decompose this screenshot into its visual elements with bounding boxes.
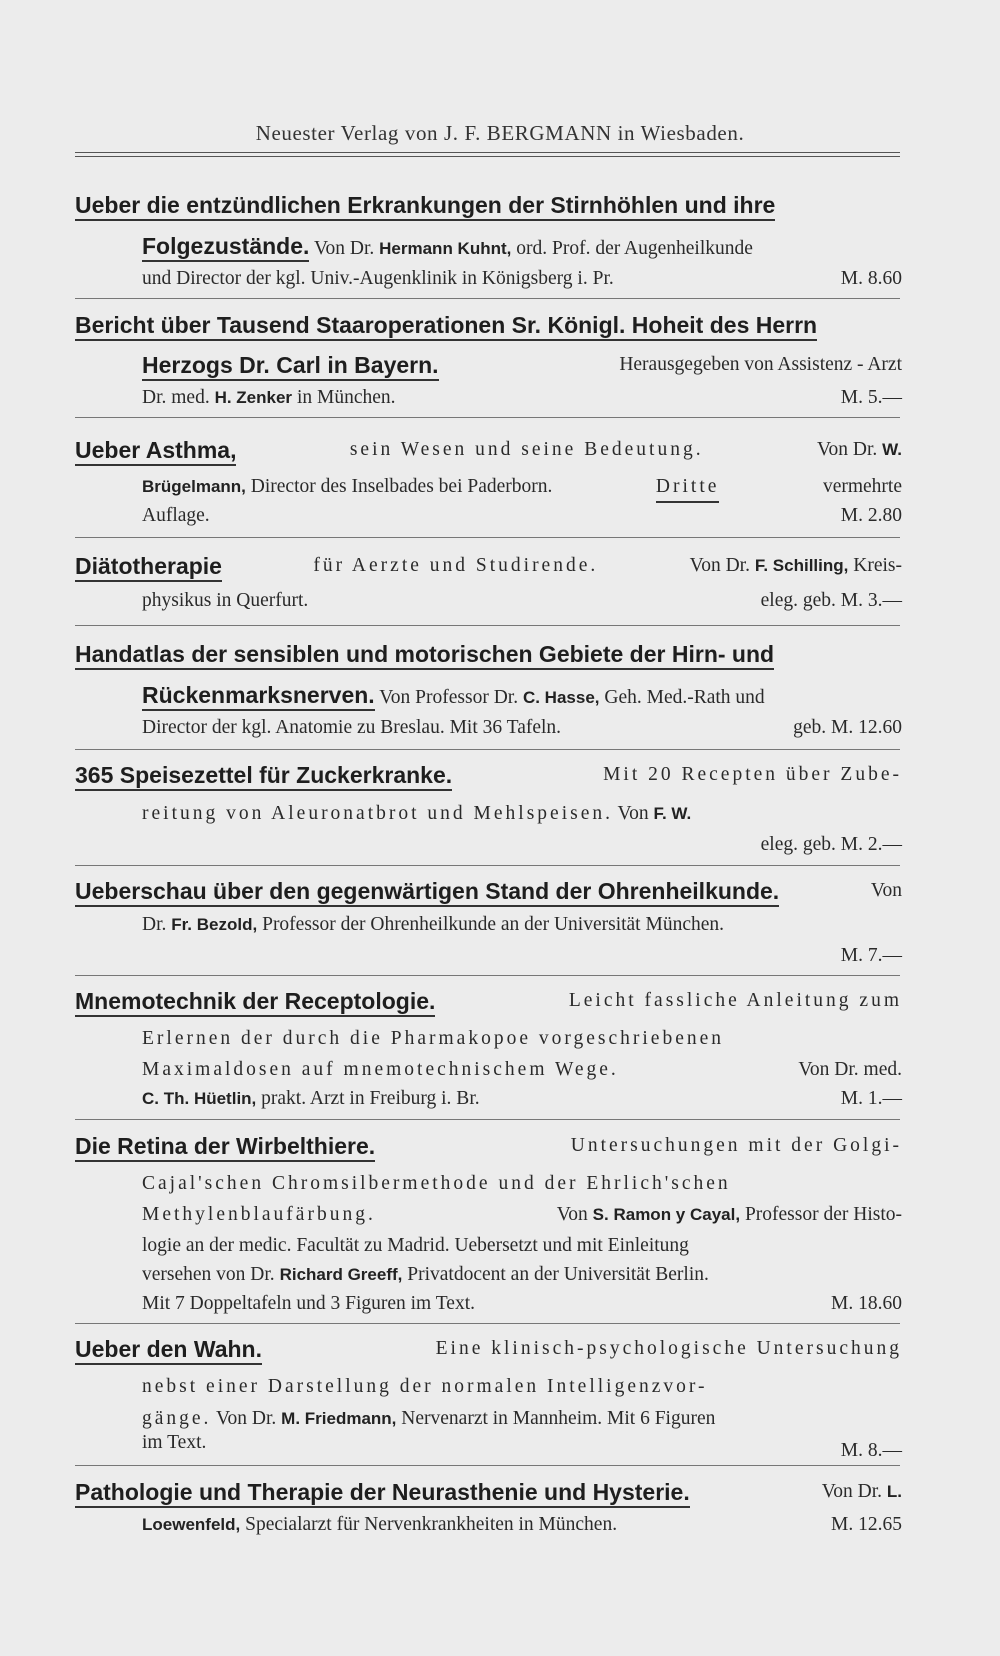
entry-9-price: M. 18.60	[831, 1293, 902, 1314]
entry-11-author: Loewenfeld,	[142, 1515, 241, 1534]
entry-1-price: M. 8.60	[840, 268, 902, 289]
entry-11-price: M. 12.65	[831, 1514, 902, 1535]
entry-6-title: 365 Speisezettel für Zuckerkranke.	[75, 762, 452, 791]
entry-2-title: Bericht über Tausend Staaroperationen Sr. Königl. Hoheit des Herrn	[75, 312, 817, 341]
entry-1-title: Ueber die entzündlichen Erkrankungen der Stirnhöhlen und ihre	[75, 192, 775, 221]
entry-2-author: H. Zenker	[214, 388, 293, 407]
entry-10-price: M. 8.—	[840, 1440, 902, 1461]
entry-8-title: Mnemotechnik der Receptologie.	[75, 988, 435, 1017]
entry-3-price: M. 2.80	[840, 505, 902, 526]
divider	[75, 298, 900, 299]
divider	[75, 625, 900, 626]
entry-3-author: Brügelmann,	[142, 477, 246, 496]
entry-9-title: Die Retina der Wirbelthiere.	[75, 1133, 375, 1162]
entry-5-title: Handatlas der sensiblen und motorischen Gebiete der Hirn- und	[75, 641, 774, 670]
entry-1-author: Hermann Kuhnt,	[379, 239, 512, 258]
page-header: Neuester Verlag von J. F. BERGMANN in Wiesbaden.	[255, 121, 745, 145]
entry-4-title: Diätotherapie	[75, 553, 222, 582]
entry-8-author: C. Th. Hüetlin,	[142, 1089, 257, 1108]
entry-8-price: M. 1.—	[840, 1088, 902, 1109]
divider	[75, 865, 900, 866]
divider	[75, 1465, 900, 1466]
entry-4-author: F. Schilling,	[754, 556, 849, 575]
entry-5-price: geb. M. 12.60	[793, 717, 902, 738]
entry-11-title: Pathologie und Therapie der Neurasthenie und Hysterie.	[75, 1479, 690, 1508]
entry-2-price: M. 5.—	[840, 387, 902, 408]
divider	[75, 1323, 900, 1324]
divider	[75, 975, 900, 976]
divider	[75, 537, 900, 538]
entry-10-title: Ueber den Wahn.	[75, 1336, 262, 1365]
catalog-page: Neuester Verlag von J. F. BERGMANN in Wiesbaden. Ueber die entzündlichen Erkrankungen der Stirnhöhlen und ihre Folgezustände. Von Dr. Hermann Kuhnt, ord. Prof. der Augenheilkunde und Director der kgl. Univ.-Augenklinik in Königsberg i. Pr. M. 8.60 Bericht über Tausend Staaroperationen Sr. Königl. Hoheit des Herrn Herzogs Dr. Carl in Bayern. Herausgegeben von Assistenz - Arzt Dr. med. H. Zenker in München. M. 5.— Ueber Asthma, sein Wesen und seine Bedeutung. Von Dr. W. Brügelmann, Director des Inselbades bei Paderborn. Dritte vermehrte Auflage. M. 2.80 Diätotherapie für Aerzte und Studirende. Von Dr. F. Schilling, Kreis- physikus in Querfurt. eleg. geb. M. 3.— Handatlas der sensiblen und motorischen Gebiete der Hirn- und Rückenmarksnerven. Von Professor Dr. C. Hasse, Geh. Med.-Rath und Director der kgl. Anatomie zu Breslau. Mit 36 Tafeln. geb. M. 12.60 365 Speisezettel für Zuckerkranke. Mit 20 Recepten über Zube- reitung von Aleuronatbrot und Mehlspeisen. Von F. W. eleg. geb. M. 2.— Ueberschau über den gegenwärtigen Stand der Ohrenheilkunde. Von Dr. Fr. Bezold, Professor der Ohrenheilkunde an der Universität München. M. 7.— Mnemotechnik der Receptologie. Leicht fassliche Anleitung zum Erlernen der durch die Pharmakopoe vorgeschriebenen Maximaldosen auf mnemotechnischem Wege. Von Dr. med. C. Th. Hüetlin, prakt. Arzt in Freiburg i. Br. M. 1.— Die Retina der Wirbelthiere. Untersuchungen mit der Golgi- Cajal'schen Chromsilbermethode und der Ehrlich'schen Methylenblaufärbung. Von S. Ramon y Cayal, Professor der Histo- logie an der medic. Facultät zu Madrid. Uebersetzt und mit Einleitung versehen von Dr. Richard Greeff, Privatdocent an der Universität Berlin. Mit 7 Doppeltafeln und 3 Figuren im Text. M. 18.60 Ueber den Wahn. Eine klinisch-psychologische Untersuchung nebst einer Darstellung der normalen Intelligenzvor- gänge. Von Dr. M. Friedmann, Nervenarzt in Mannheim. Mit 6 Figuren im Text. M. 8.— Pathologie und Therapie der Neurasthenie und Hysterie. Von Dr. L. Loewenfeld, Specialarzt für Nervenkrankheiten in München. M. 12.65	[0, 0, 1000, 1656]
entry-7-author: Fr. Bezold,	[171, 915, 258, 934]
entry-4-price: eleg. geb. M. 3.—	[760, 590, 902, 611]
header-double-rule	[75, 152, 900, 157]
entry-6-price: eleg. geb. M. 2.—	[760, 834, 902, 855]
divider	[75, 1119, 900, 1120]
entry-3-title: Ueber Asthma,	[75, 437, 236, 466]
entry-5-title-cont: Rückenmarksnerven.	[142, 682, 375, 711]
entry-6-author: F. W.	[653, 804, 692, 823]
entry-1-title-cont: Folgezustände.	[142, 233, 309, 262]
divider	[75, 417, 900, 418]
entry-5-author: C. Hasse,	[522, 688, 600, 707]
entry-7-title: Ueberschau über den gegenwärtigen Stand der Ohrenheilkunde.	[75, 878, 779, 907]
entry-2-title-cont: Herzogs Dr. Carl in Bayern.	[142, 352, 439, 381]
entry-9-author-2: Richard Greeff,	[279, 1265, 403, 1284]
entry-7-price: M. 7.—	[840, 945, 902, 966]
divider	[75, 749, 900, 750]
entry-10-author: M. Friedmann,	[281, 1409, 397, 1428]
entry-9-author-1: S. Ramon y Cayal,	[592, 1205, 741, 1224]
